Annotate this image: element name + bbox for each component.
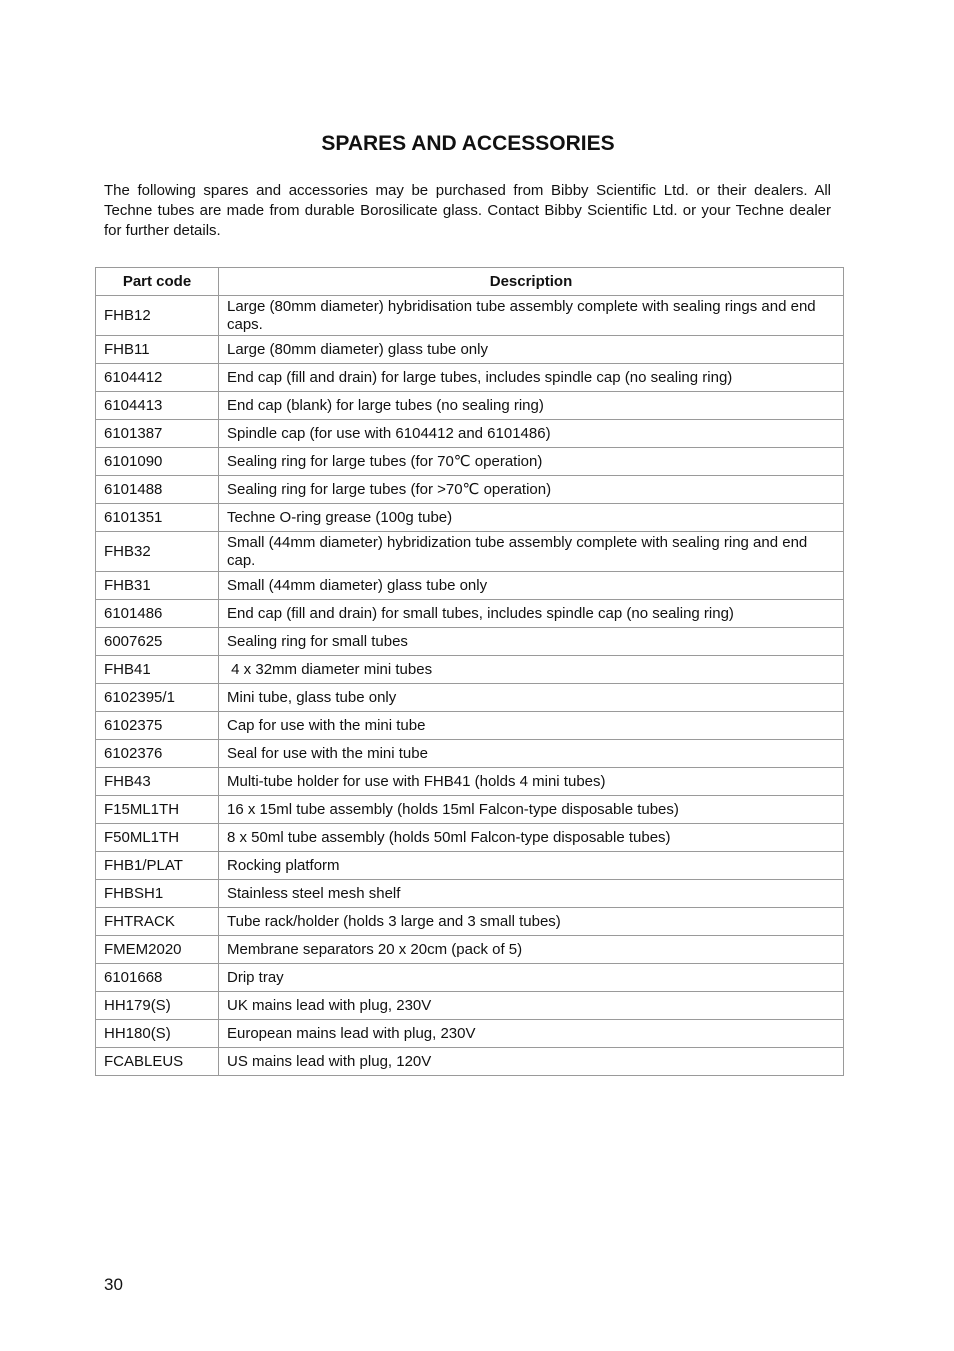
- description-cell: Cap for use with the mini tube: [219, 712, 844, 740]
- table-row: [96, 1020, 844, 1048]
- description-cell: End cap (fill and drain) for large tubes, includes spindle cap (no sealing ring): [219, 364, 844, 392]
- part-code-cell: HH179(S): [96, 992, 219, 1020]
- description-cell: Multi-tube holder for use with FHB41 (holds 4 mini tubes): [219, 768, 844, 796]
- description-cell: Seal for use with the mini tube: [219, 740, 844, 768]
- table-row: [96, 364, 844, 392]
- table-row: [96, 740, 844, 768]
- description-cell: Sealing ring for large tubes (for 70℃ operation): [219, 448, 844, 476]
- part-code-cell: 6101351: [96, 504, 219, 532]
- table-row: [96, 1048, 844, 1076]
- table-row: [96, 628, 844, 656]
- part-code-cell: FHB1/PLAT: [96, 852, 219, 880]
- description-cell: Drip tray: [219, 964, 844, 992]
- description-cell: End cap (blank) for large tubes (no sealing ring): [219, 392, 844, 420]
- table-row: [96, 880, 844, 908]
- description-cell: US mains lead with plug, 120V: [219, 1048, 844, 1076]
- description-cell: Tube rack/holder (holds 3 large and 3 small tubes): [219, 908, 844, 936]
- page-title: SPARES AND ACCESSORIES: [321, 132, 615, 155]
- description-cell: End cap (fill and drain) for small tubes, includes spindle cap (no sealing ring): [219, 600, 844, 628]
- table-row: [96, 392, 844, 420]
- part-code-cell: FHB11: [96, 336, 219, 364]
- part-code-cell: 6101387: [96, 420, 219, 448]
- table-row: [96, 964, 844, 992]
- header-description: Description: [219, 268, 844, 296]
- part-code-cell: FHB31: [96, 572, 219, 600]
- description-cell: UK mains lead with plug, 230V: [219, 992, 844, 1020]
- table-row: [96, 824, 844, 852]
- description-cell: Large (80mm diameter) hybridisation tube assembly complete with sealing rings and end caps.: [219, 296, 844, 336]
- description-cell: Small (44mm diameter) glass tube only: [219, 572, 844, 600]
- table-row: [96, 336, 844, 364]
- part-code-cell: 6007625: [96, 628, 219, 656]
- description-cell: Small (44mm diameter) hybridization tube assembly complete with sealing ring and end cap.: [219, 532, 844, 572]
- description-cell: 16 x 15ml tube assembly (holds 15ml Falcon-type disposable tubes): [219, 796, 844, 824]
- table-row: [96, 712, 844, 740]
- description-cell: Membrane separators 20 x 20cm (pack of 5): [219, 936, 844, 964]
- table-row: [96, 684, 844, 712]
- part-code-cell: 6101486: [96, 600, 219, 628]
- spares-table: [95, 267, 844, 1076]
- part-code-cell: FMEM2020: [96, 936, 219, 964]
- description-cell: Rocking platform: [219, 852, 844, 880]
- part-code-cell: FHB43: [96, 768, 219, 796]
- part-code-cell: FHBSH1: [96, 880, 219, 908]
- part-code-cell: F15ML1TH: [96, 796, 219, 824]
- description-cell: Spindle cap (for use with 6104412 and 6101486): [219, 420, 844, 448]
- table-row: [96, 908, 844, 936]
- part-code-cell: 6104413: [96, 392, 219, 420]
- table-row: [96, 420, 844, 448]
- intro-paragraph: The following spares and accessories may be purchased from Bibby Scientific Ltd. or their dealers. All Techne tubes are made from durable Borosilicate glass. Contact Bibby Scientific Ltd. or your Techne dealer for further details.: [104, 182, 831, 239]
- table-row: [96, 656, 844, 684]
- table-row: [96, 600, 844, 628]
- description-cell: Large (80mm diameter) glass tube only: [219, 336, 844, 364]
- table-row: [96, 296, 844, 336]
- header-part-code: Part code: [96, 268, 219, 296]
- part-code-cell: 6102375: [96, 712, 219, 740]
- description-cell: 8 x 50ml tube assembly (holds 50ml Falcon-type disposable tubes): [219, 824, 844, 852]
- page-number: 30: [104, 1275, 123, 1294]
- description-cell: Techne O-ring grease (100g tube): [219, 504, 844, 532]
- table-row: [96, 852, 844, 880]
- part-code-cell: FHB12: [96, 296, 219, 336]
- part-code-cell: 6101488: [96, 476, 219, 504]
- part-code-cell: HH180(S): [96, 1020, 219, 1048]
- part-code-cell: 6102395/1: [96, 684, 219, 712]
- description-cell: Mini tube, glass tube only: [219, 684, 844, 712]
- part-code-cell: 6101668: [96, 964, 219, 992]
- table-body: [96, 296, 844, 1076]
- table-row: [96, 532, 844, 572]
- table-row: [96, 504, 844, 532]
- part-code-cell: 6104412: [96, 364, 219, 392]
- description-cell: Sealing ring for large tubes (for >70℃ operation): [219, 476, 844, 504]
- table-row: [96, 992, 844, 1020]
- part-code-cell: F50ML1TH: [96, 824, 219, 852]
- part-code-cell: FHB32: [96, 532, 219, 572]
- part-code-cell: FHB41: [96, 656, 219, 684]
- part-code-cell: FCABLEUS: [96, 1048, 219, 1076]
- part-code-cell: 6101090: [96, 448, 219, 476]
- table-row: [96, 572, 844, 600]
- table-row: [96, 476, 844, 504]
- description-cell: 4 x 32mm diameter mini tubes: [219, 656, 844, 684]
- table-row: [96, 796, 844, 824]
- table-header-row: [96, 268, 844, 296]
- part-code-cell: FHTRACK: [96, 908, 219, 936]
- description-cell: European mains lead with plug, 230V: [219, 1020, 844, 1048]
- part-code-cell: 6102376: [96, 740, 219, 768]
- table-row: [96, 768, 844, 796]
- description-cell: Sealing ring for small tubes: [219, 628, 844, 656]
- table-row: [96, 448, 844, 476]
- description-cell: Stainless steel mesh shelf: [219, 880, 844, 908]
- table-row: [96, 936, 844, 964]
